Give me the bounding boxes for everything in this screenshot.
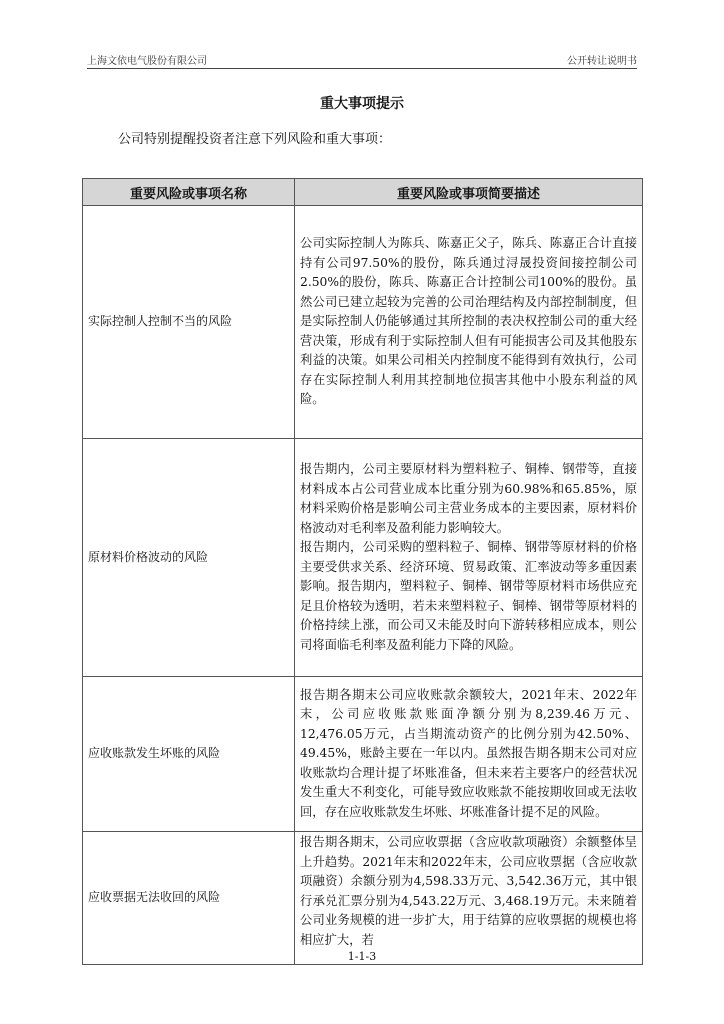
risk-name: 应收票据无法收回的风险 [83,832,295,965]
table-row [83,439,643,677]
table-header-row [83,179,643,206]
page-number: 1-1-3 [347,950,377,963]
desc-paragraph: 报告期内，公司采购的塑料粒子、铜棒、钢带等原材料的价格主要受供求关系、经济环境、贸易政策、汇率波动等多重因素影响。报告期内，塑料粒子、铜棒、钢带等原材料市场供应充足且价格较为透明，若未来塑料粒子、铜棒、钢带等原材料的价格持续上涨，而公司又未能及时向下游转移相应成本，则公司将面临毛利率及盈利能力下降的风险。 [300,540,637,652]
header-company: 上海文依电气股份有限公司 [87,56,207,67]
header-risk-name: 重要风险或事项名称 [83,179,295,206]
table-row [83,832,643,965]
table-row [83,677,643,832]
page-header [87,52,637,69]
desc-paragraph: 公司实际控制人为陈兵、陈嘉正父子，陈兵、陈嘉正合计直接持有公司97.50%的股份，陈兵通过浔晟投资间接控制公司2.50%的股份，陈兵、陈嘉正合计控制公司100%的股份。虽然公司已建立起较为完善的公司治理结构及内部控制制度，但是实际控制人仍能够通过其所控制的表决权控制公司的重大经营决策，形成有利于实际控制人但有可能损害公司及其他股东利益的决策。如果公司相关内控制度不能得到有效执行，公司存在实际控制人利用其控制地位损害其他中小股东利益的风险。 [300,236,637,407]
section-title: 重大事项提示 [320,96,404,112]
risk-name: 实际控制人控制不当的风险 [83,206,295,439]
header-doc-title: 公开转让说明书 [567,56,637,67]
intro-text: 公司特别提醒投资者注意下列风险和重大事项： [118,132,392,147]
risk-desc [295,206,643,439]
desc-paragraph: 报告期各期末，公司应收票据（含应收款项融资）余额整体呈上升趋势。2021年末和2022年末，公司应收票据（含应收款项融资）余额分别为4,598.33万元、3,542.36万元，其中银行承兑汇票分别为4,543.22万元、3,468.19万元。未来随着公司业务规模的进一步扩大，用于结算的应收票据的规模也将相应扩大，若 [300,835,637,947]
risk-name: 原材料价格波动的风险 [83,439,295,677]
risk-desc [295,677,643,832]
desc-paragraph: 报告期内，公司主要原材料为塑料粒子、铜棒、钢带等，直接材料成本占公司营业成本比重分别为60.98%和65.85%，原材料采购价格是影响公司主营业务成本的主要因素，原材料价格波动对毛利率及盈利能力影响较大。 [300,462,637,535]
risk-desc [295,832,643,965]
header-risk-desc: 重要风险或事项简要描述 [295,179,643,206]
risk-table [82,178,643,965]
risk-name: 应收账款发生坏账的风险 [83,677,295,832]
risk-desc [295,439,643,677]
table-row [83,206,643,439]
desc-paragraph: 报告期各期末公司应收账款余额较大，2021年末、2022年末，公司应收账款账面净额分别为8,239.46万元、12,476.05万元，占当期流动资产的比例分别为42.50%、49.45%，账龄主要在一年以内。虽然报告期各期末公司对应收账款均合理计提了坏账准备，但未来若主要客户的经营状况发生重大不利变化，可能导致应收账款不能按期收回或无法收回，存在应收账款发生坏账、坏账准备计提不足的风险。 [300,687,637,819]
